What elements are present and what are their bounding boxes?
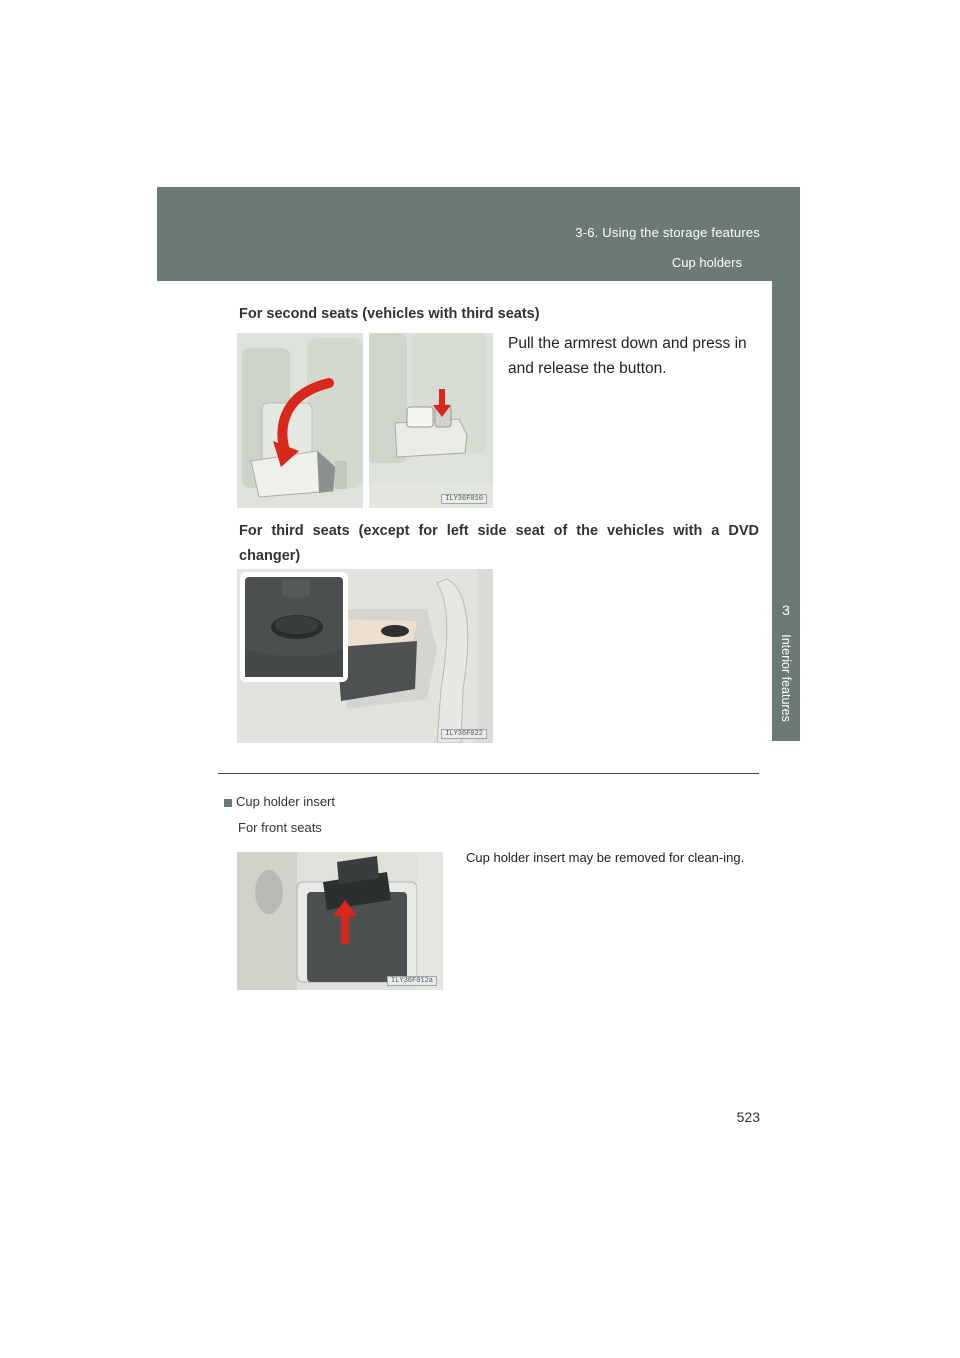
insert-note: Cup holder insert may be removed for clean-ing. bbox=[466, 850, 745, 865]
section-divider bbox=[218, 773, 759, 774]
bullet-square-icon bbox=[224, 799, 232, 807]
third-seats-heading: For third seats (except for left side seat of the vehicles with a DVD changer) bbox=[239, 523, 759, 564]
insert-title-text: Cup holder insert bbox=[236, 794, 335, 809]
front-seats-subheading: For front seats bbox=[238, 820, 322, 835]
topic-title: Cup holders bbox=[671, 255, 742, 270]
second-seats-illustration bbox=[237, 333, 493, 508]
third-seats-illustration bbox=[237, 569, 493, 743]
insert-illustration bbox=[237, 852, 443, 990]
page-number: 523 bbox=[736, 1109, 760, 1125]
second-seats-heading: For second seats (vehicles with third seats) bbox=[239, 306, 540, 322]
section-title: 3-6. Using the storage features bbox=[575, 225, 760, 240]
chapter-label: Interior features bbox=[779, 634, 793, 722]
armrest-instruction: Pull the armrest down and press in and release the button. bbox=[508, 335, 747, 377]
insert-title bbox=[224, 794, 335, 809]
image-code: ILY36F022 bbox=[441, 729, 487, 739]
image-code: ILY36F012a bbox=[387, 976, 437, 986]
image-code: ILY36F010 bbox=[441, 494, 487, 504]
chapter-number: 3 bbox=[782, 602, 790, 618]
